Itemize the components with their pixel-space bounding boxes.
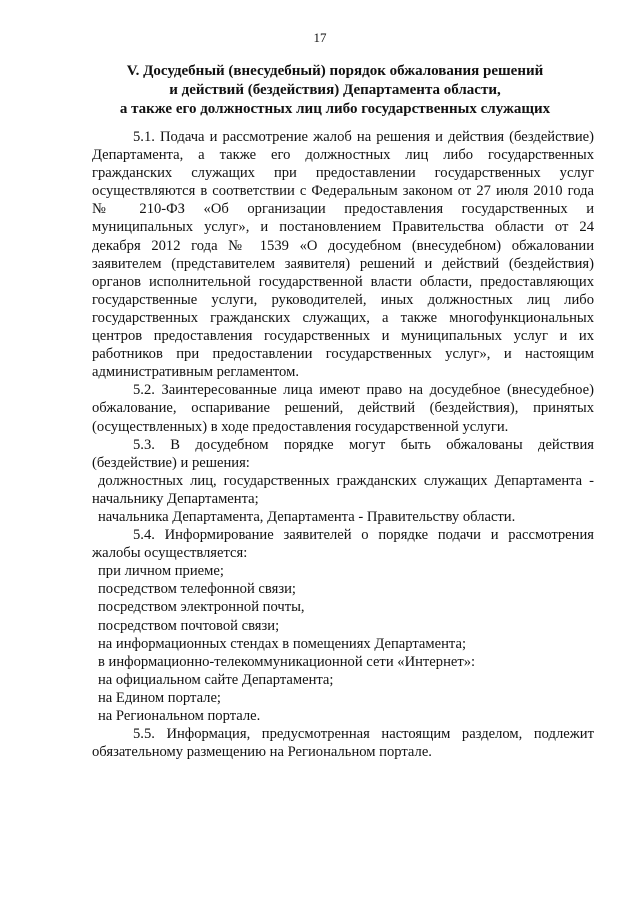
list-item-5-4-7: на официальном сайте Департамента; — [98, 671, 334, 688]
document-body — [92, 128, 594, 761]
list-item-5-4-3: посредством электронной почты, — [98, 599, 305, 616]
paragraph-5-3: 5.3. В досудебном порядке могут быть обжалованы действия (бездействие) и решения: — [92, 436, 594, 471]
list-item-5-4-5: на информационных стендах в помещениях Департамента; — [98, 635, 466, 652]
heading-line-1: V. Досудебный (внесудебный) порядок обжалования решений — [126, 63, 544, 79]
list-item-5-3-2: начальника Департамента, Департамента - Правительству области. — [98, 508, 516, 525]
heading-line-2: и действий (бездействия) Департамента области, — [169, 82, 501, 98]
paragraph-5-5: 5.5. Информация, предусмотренная настоящим разделом, подлежит обязательному размещению на Региональном портале. — [92, 726, 594, 761]
list-item-5-4-9: на Региональном портале. — [98, 708, 261, 724]
paragraph-5-4: 5.4. Информирование заявителей о порядке подачи и рассмотрения жалобы осуществляется: — [92, 527, 594, 562]
list-item-5-4-6: в информационно-телекоммуникационной сети «Интернет»: — [98, 653, 476, 670]
page-number: 17 — [313, 30, 327, 45]
list-item-5-3-1: должностных лиц, государственных гражданских служащих Департамента - начальнику Департамента; — [92, 472, 594, 507]
paragraph-5-1: 5.1. Подача и рассмотрение жалоб на решения и действия (бездействие) Департамента, а также его должностных лиц либо государственных гражданских служащих при предоставлении государственных услуг осуществляются в соответствии с Федеральным законом от 27 июля 2010 года № 210-ФЗ «Об организации предоставления государственных и муниципальных услуг», и постановлением Правительства области от 24 декабря 2012 года № 1539 «О досудебном (внесудебном) обжаловании заявителем (представителем заявителя) решений и действий (бездействия) органов исполнительной государственной власти области, предоставляющих государственные услуги, руководителей, иных должностных лиц либо государственных гражданских служащих, а также многофункциональных центров предоставления государственных и муниципальных услуг и их работников при предоставлении государственных услуг», и настоящим административным регламентом. — [92, 129, 594, 381]
list-item-5-4-8: на Едином портале; — [98, 689, 221, 706]
section-heading — [70, 62, 600, 119]
list-item-5-4-1: при личном приеме; — [98, 563, 224, 580]
heading-line-3: а также его должностных лиц либо государственных служащих — [119, 101, 551, 117]
list-item-5-4-2: посредством телефонной связи; — [98, 581, 296, 598]
list-item-5-4-4: посредством почтовой связи; — [98, 617, 280, 634]
paragraph-5-2: 5.2. Заинтересованные лица имеют право на досудебное (внесудебное) обжалование, оспаривание решений, действий (бездействия), принятых (осуществленных) в ходе предоставления государственной услуги. — [92, 382, 594, 435]
